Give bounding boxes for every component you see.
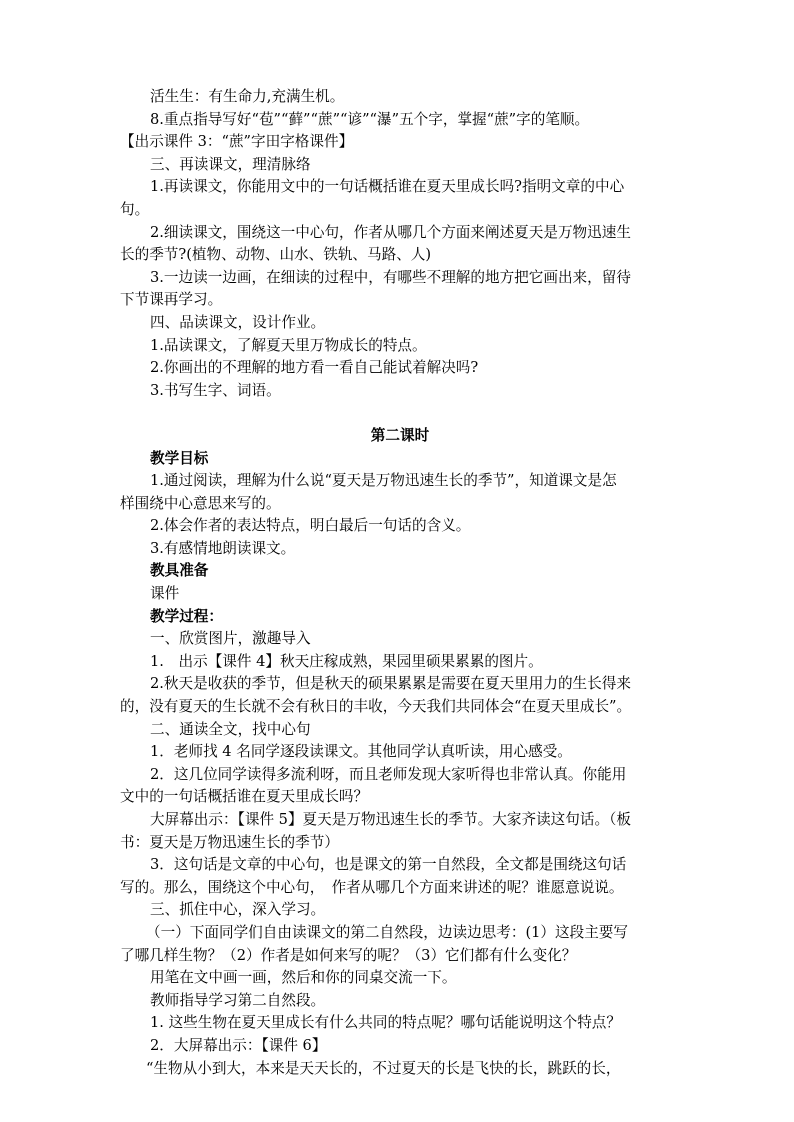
text-line: 写的。那么，围绕这个中心句， 作者从哪几个方面来讲述的呢？谁愿意说说。 (120, 878, 624, 896)
text-line: 2．大屏幕出示：【课件 6】 (150, 1036, 327, 1054)
text-line: 下节课再学习。 (120, 291, 223, 309)
document-page (120, 86, 680, 1080)
text-line: 1．老师找 4 名同学逐段读课文。其他同学认真听读，用心感受。 (150, 743, 572, 761)
text-line: 活生生：有生命力,充满生机。 (150, 88, 345, 105)
text-line: 大屏幕出示：【课件 5】夏天是万物迅速生长的季节。大家齐读这句话。（板 (150, 811, 631, 828)
text-line: 【出示课件 3：“蔗”字田字格课件】 (120, 133, 354, 151)
section-heading: 一、欣赏图片，激趣导入 (150, 630, 311, 648)
section-heading: 四、品读课文，设计作业。 (150, 313, 326, 331)
text-line: 句。 (120, 200, 150, 218)
text-line: （一）下面同学们自由读课文的第二自然段，边读边思考：(1）这段主要写 (146, 923, 628, 941)
text-line: 1. 出示【课件 4】秋天庄稼成熟，果园里硕果累累的图片。 (150, 652, 543, 670)
text-line: 长的季节?(植物、动物、山水、铁轨、马路、人) (120, 246, 432, 264)
text-line: 样围绕中心意思来写的。 (120, 494, 281, 512)
text-line: 文中的一句话概括谁在夏天里成长吗？ (120, 788, 369, 806)
text-line: 用笔在文中画一画，然后和你的同桌交流一下。 (150, 969, 457, 987)
text-line: 3．这句话是文章的中心句，也是课文的第一自然段，全文都是围绕这句话 (150, 856, 627, 874)
text-line: 书：夏天是万物迅速生长的季节） (120, 833, 339, 851)
text-line: 3.有感情地朗读课文。 (150, 539, 296, 557)
text-line: 2.秋天是收获的季节，但是秋天的硕果累累是需要在夏天里用力的生长得来 (150, 675, 631, 693)
text-line: 的，没有夏天的生长就不会有秋日的丰收，今天我们共同体会“在夏天里成长”。 (120, 698, 632, 716)
spacer (120, 402, 680, 425)
text-line: 了哪几样生物？（2）作者是如何来写的呢？（3）它们都有什么变化？ (120, 946, 577, 964)
text-line: 1. 这些生物在夏天里成长有什么共同的特点呢？哪句话能说明这个特点？ (150, 1014, 621, 1032)
text-line: 3.书写生字、词语。 (150, 381, 281, 399)
subheading-materials: 教具准备 (150, 562, 209, 580)
text-line: “生物从小到大，本来是天天长的，不过夏天的长是飞快的长，跳跃的长， (146, 1059, 621, 1077)
section-heading: 三、抓住中心，深入学习。 (150, 901, 326, 919)
text-line: 2.体会作者的表达特点，明白最后一句话的含义。 (150, 517, 471, 535)
section-heading: 三、再读课文，理清脉络 (150, 155, 311, 173)
text-line: 8.重点指导写好“苞”“藓”“蔗”“谚”“瀑”五个字，掌握“蔗”字的笔顺。 (150, 110, 590, 128)
text-line: 课件 (150, 585, 180, 603)
section-heading: 二、通读全文，找中心句 (150, 720, 311, 738)
text-line: 1.品读课文，了解夏天里万物成长的特点。 (150, 336, 427, 354)
text-line: 2．这几位同学读得多流利呀，而且老师发现大家听得也非常认真。你能用 (150, 765, 627, 783)
subheading-goals: 教学目标 (150, 449, 209, 467)
subheading-process: 教学过程： (150, 607, 223, 625)
text-line: 2.细读课文，围绕这一中心句，作者从哪几个方面来阐述夏天是万物迅速生 (150, 223, 631, 241)
text-line: 1.再读课文，你能用文中的一句话概括谁在夏天里成长吗?指明文章的中心 (150, 178, 625, 196)
text-line: 2.你画出的不理解的地方看一看自己能试着解决吗? (150, 359, 479, 377)
lesson-title: 第二课时 (370, 426, 430, 444)
text-line: 教师指导学习第二自然段。 (150, 991, 326, 1009)
text-line: 3.一边读一边画，在细读的过程中，有哪些不理解的地方把它画出来，留待 (150, 268, 631, 286)
text-line: 1.通过阅读，理解为什么说“夏天是万物迅速生长的季节”，知道课文是怎 (150, 472, 617, 490)
